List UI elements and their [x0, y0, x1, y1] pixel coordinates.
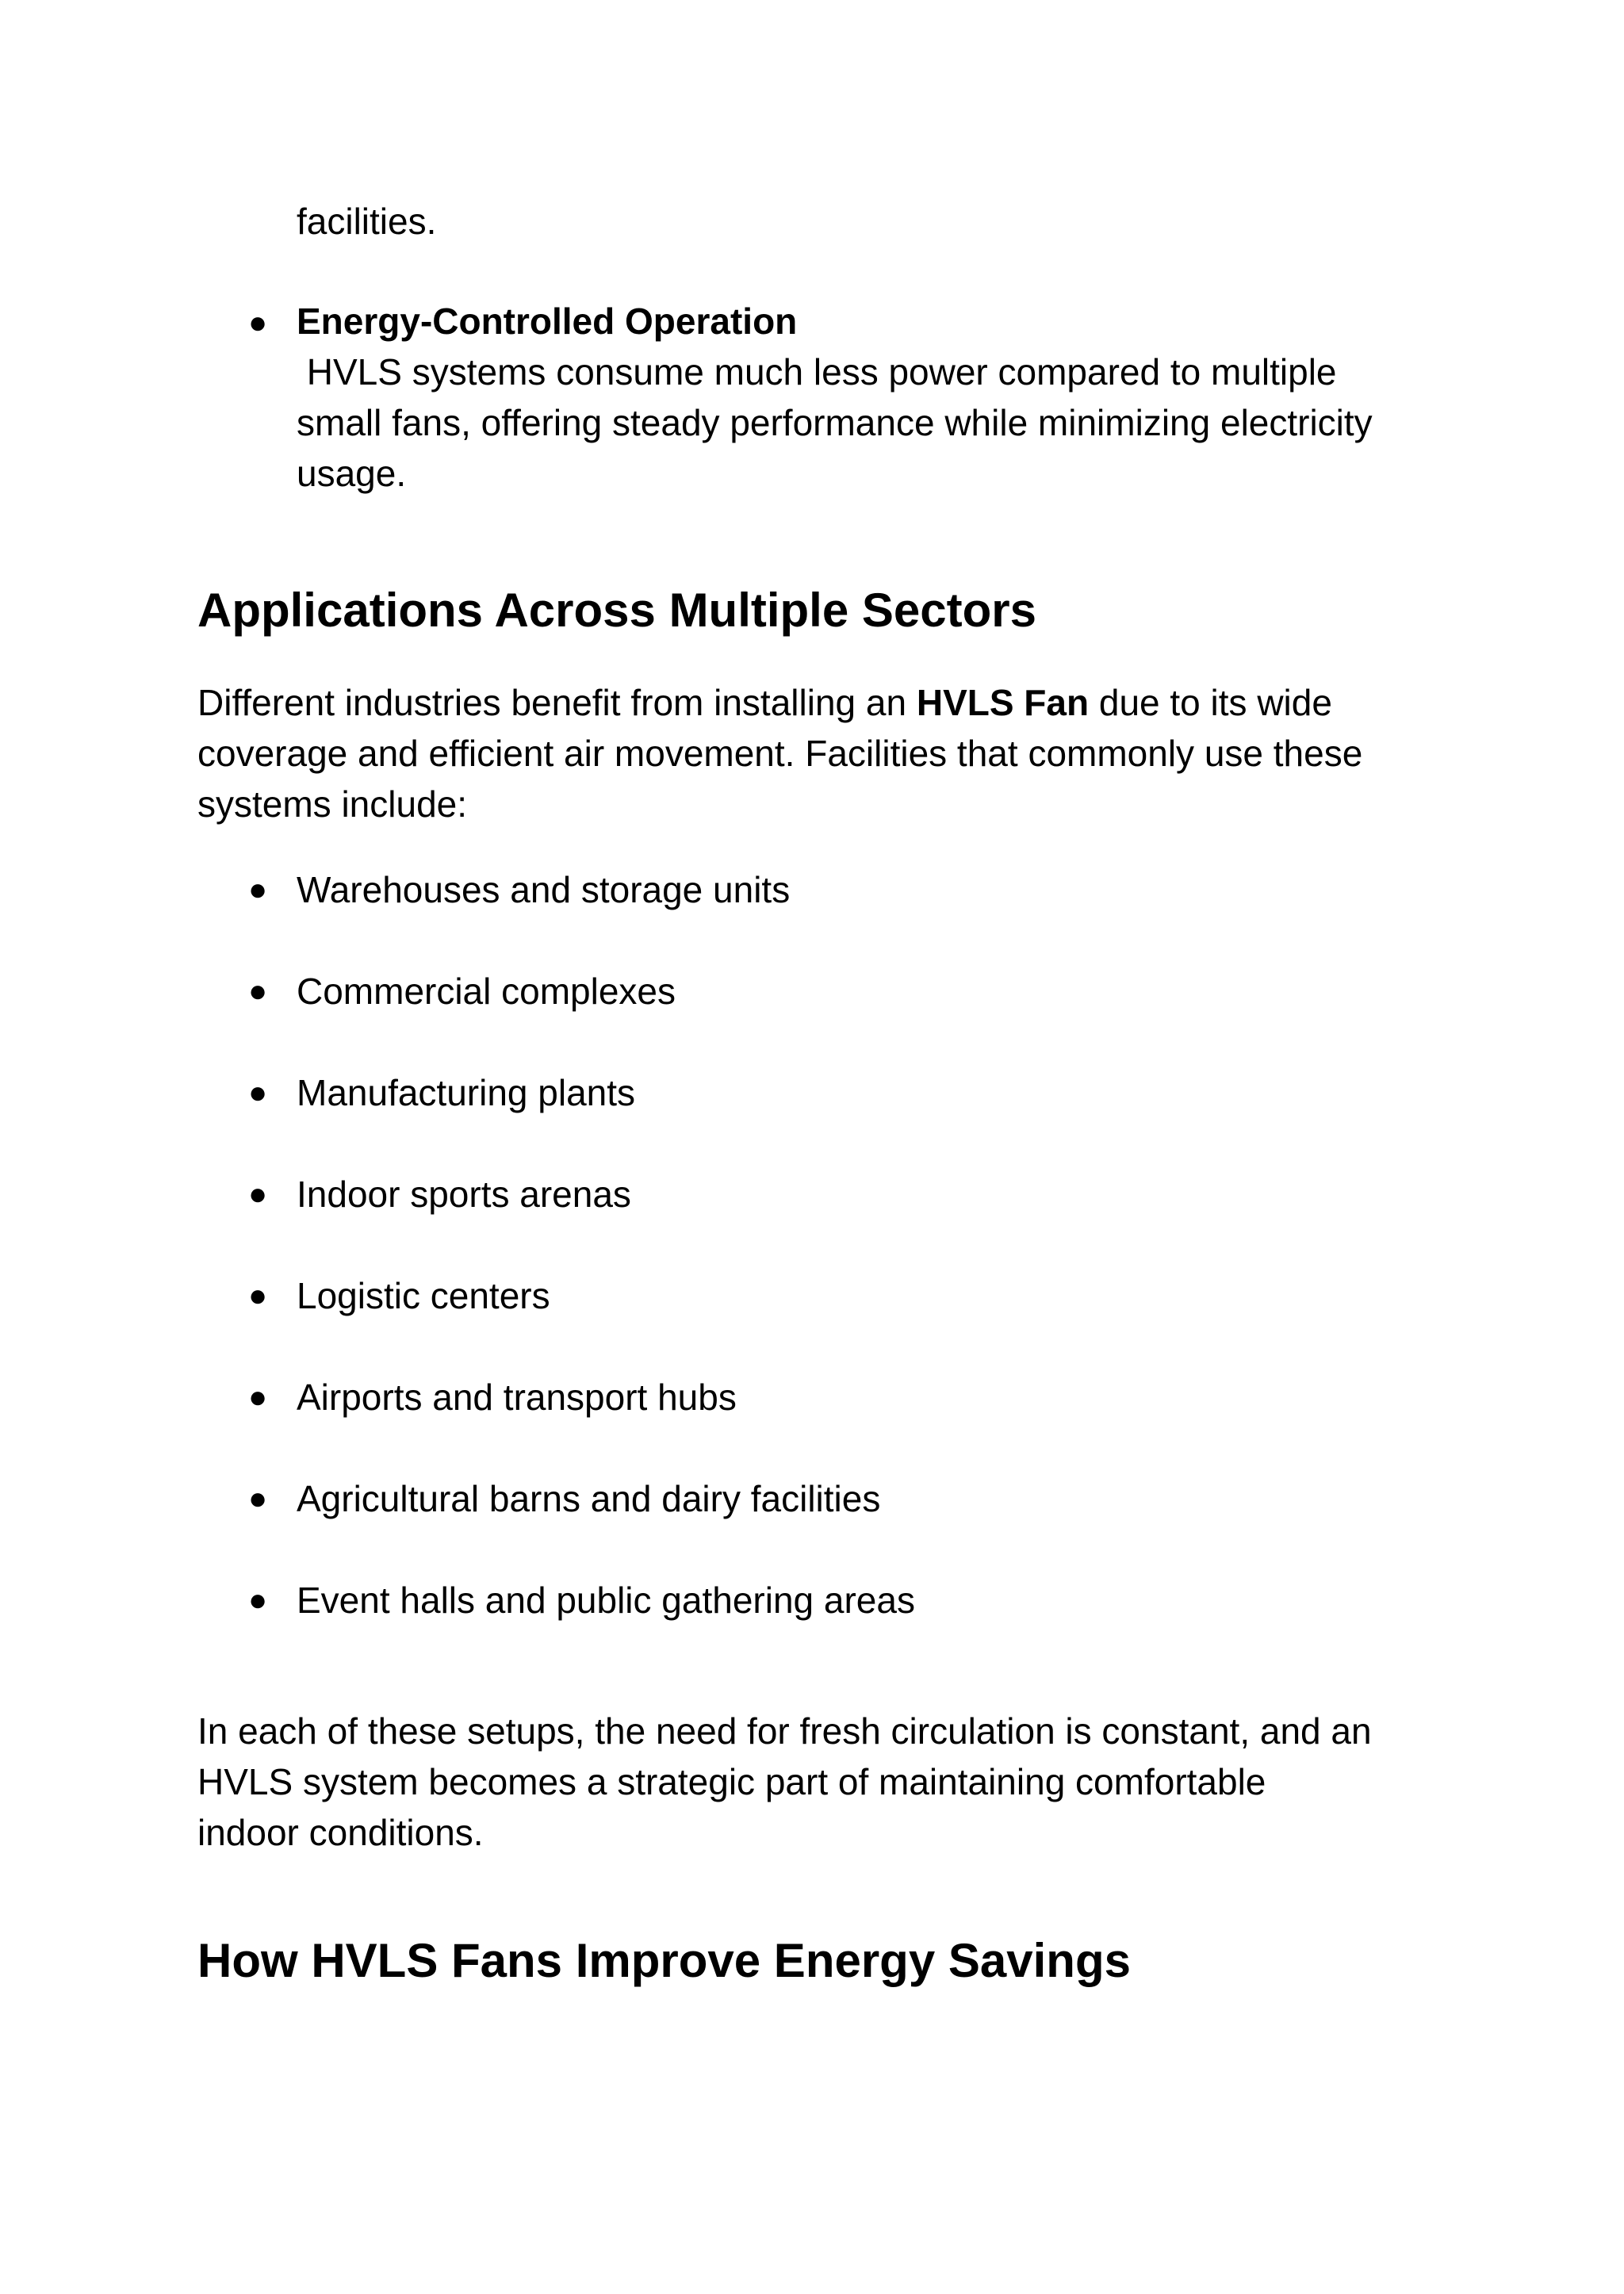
list-item-label: Agricultural barns and dairy facilities: [297, 1478, 881, 1519]
bullet-icon: ●: [248, 1075, 268, 1110]
list-item-label: Warehouses and storage units: [297, 869, 791, 910]
energy-savings-heading: How HVLS Fans Improve Energy Savings: [197, 1934, 1131, 1987]
continuation-text: facilities.: [297, 201, 437, 242]
list-item-label: Manufacturing plants: [297, 1072, 636, 1113]
closing-line-2: HVLS system becomes a strategic part of maintaining comfortable: [197, 1761, 1266, 1802]
hvls-fan-bold: HVLS Fan: [916, 682, 1090, 723]
applications-heading: Applications Across Multiple Sectors: [197, 584, 1036, 637]
list-item-label: Commercial complexes: [297, 971, 676, 1012]
bullet-icon: ●: [248, 305, 268, 340]
bullet-icon: ●: [248, 1380, 268, 1415]
intro-line-2: coverage and efficient air movement. Facilities that commonly use these: [197, 733, 1363, 774]
bullet-icon: ●: [248, 1278, 268, 1313]
closing-line-3: indoor conditions.: [197, 1812, 484, 1853]
bullet-icon: ●: [248, 1583, 268, 1618]
closing-line-1: In each of these setups, the need for fresh circulation is constant, and an: [197, 1710, 1372, 1752]
energy-item-line-2: small fans, offering steady performance while minimizing electricity: [297, 402, 1373, 443]
energy-item-title: Energy-Controlled Operation: [297, 301, 798, 342]
energy-item-line-3: usage.: [297, 453, 407, 494]
bullet-icon: ●: [248, 872, 268, 907]
list-item-label: Airports and transport hubs: [297, 1377, 737, 1418]
intro-line-1: Different industries benefit from installing an HVLS Fan due to its wide: [197, 682, 1332, 723]
bullet-icon: ●: [248, 974, 268, 1009]
bullet-icon: ●: [248, 1177, 268, 1212]
bullet-icon: ●: [248, 1481, 268, 1516]
list-item-label: Logistic centers: [297, 1275, 550, 1316]
list-item-label: Indoor sports arenas: [297, 1174, 631, 1215]
energy-item-line-1: HVLS systems consume much less power compared to multiple: [306, 351, 1337, 393]
list-item-label: Event halls and public gathering areas: [297, 1580, 915, 1621]
intro-line-3: systems include:: [197, 783, 468, 825]
